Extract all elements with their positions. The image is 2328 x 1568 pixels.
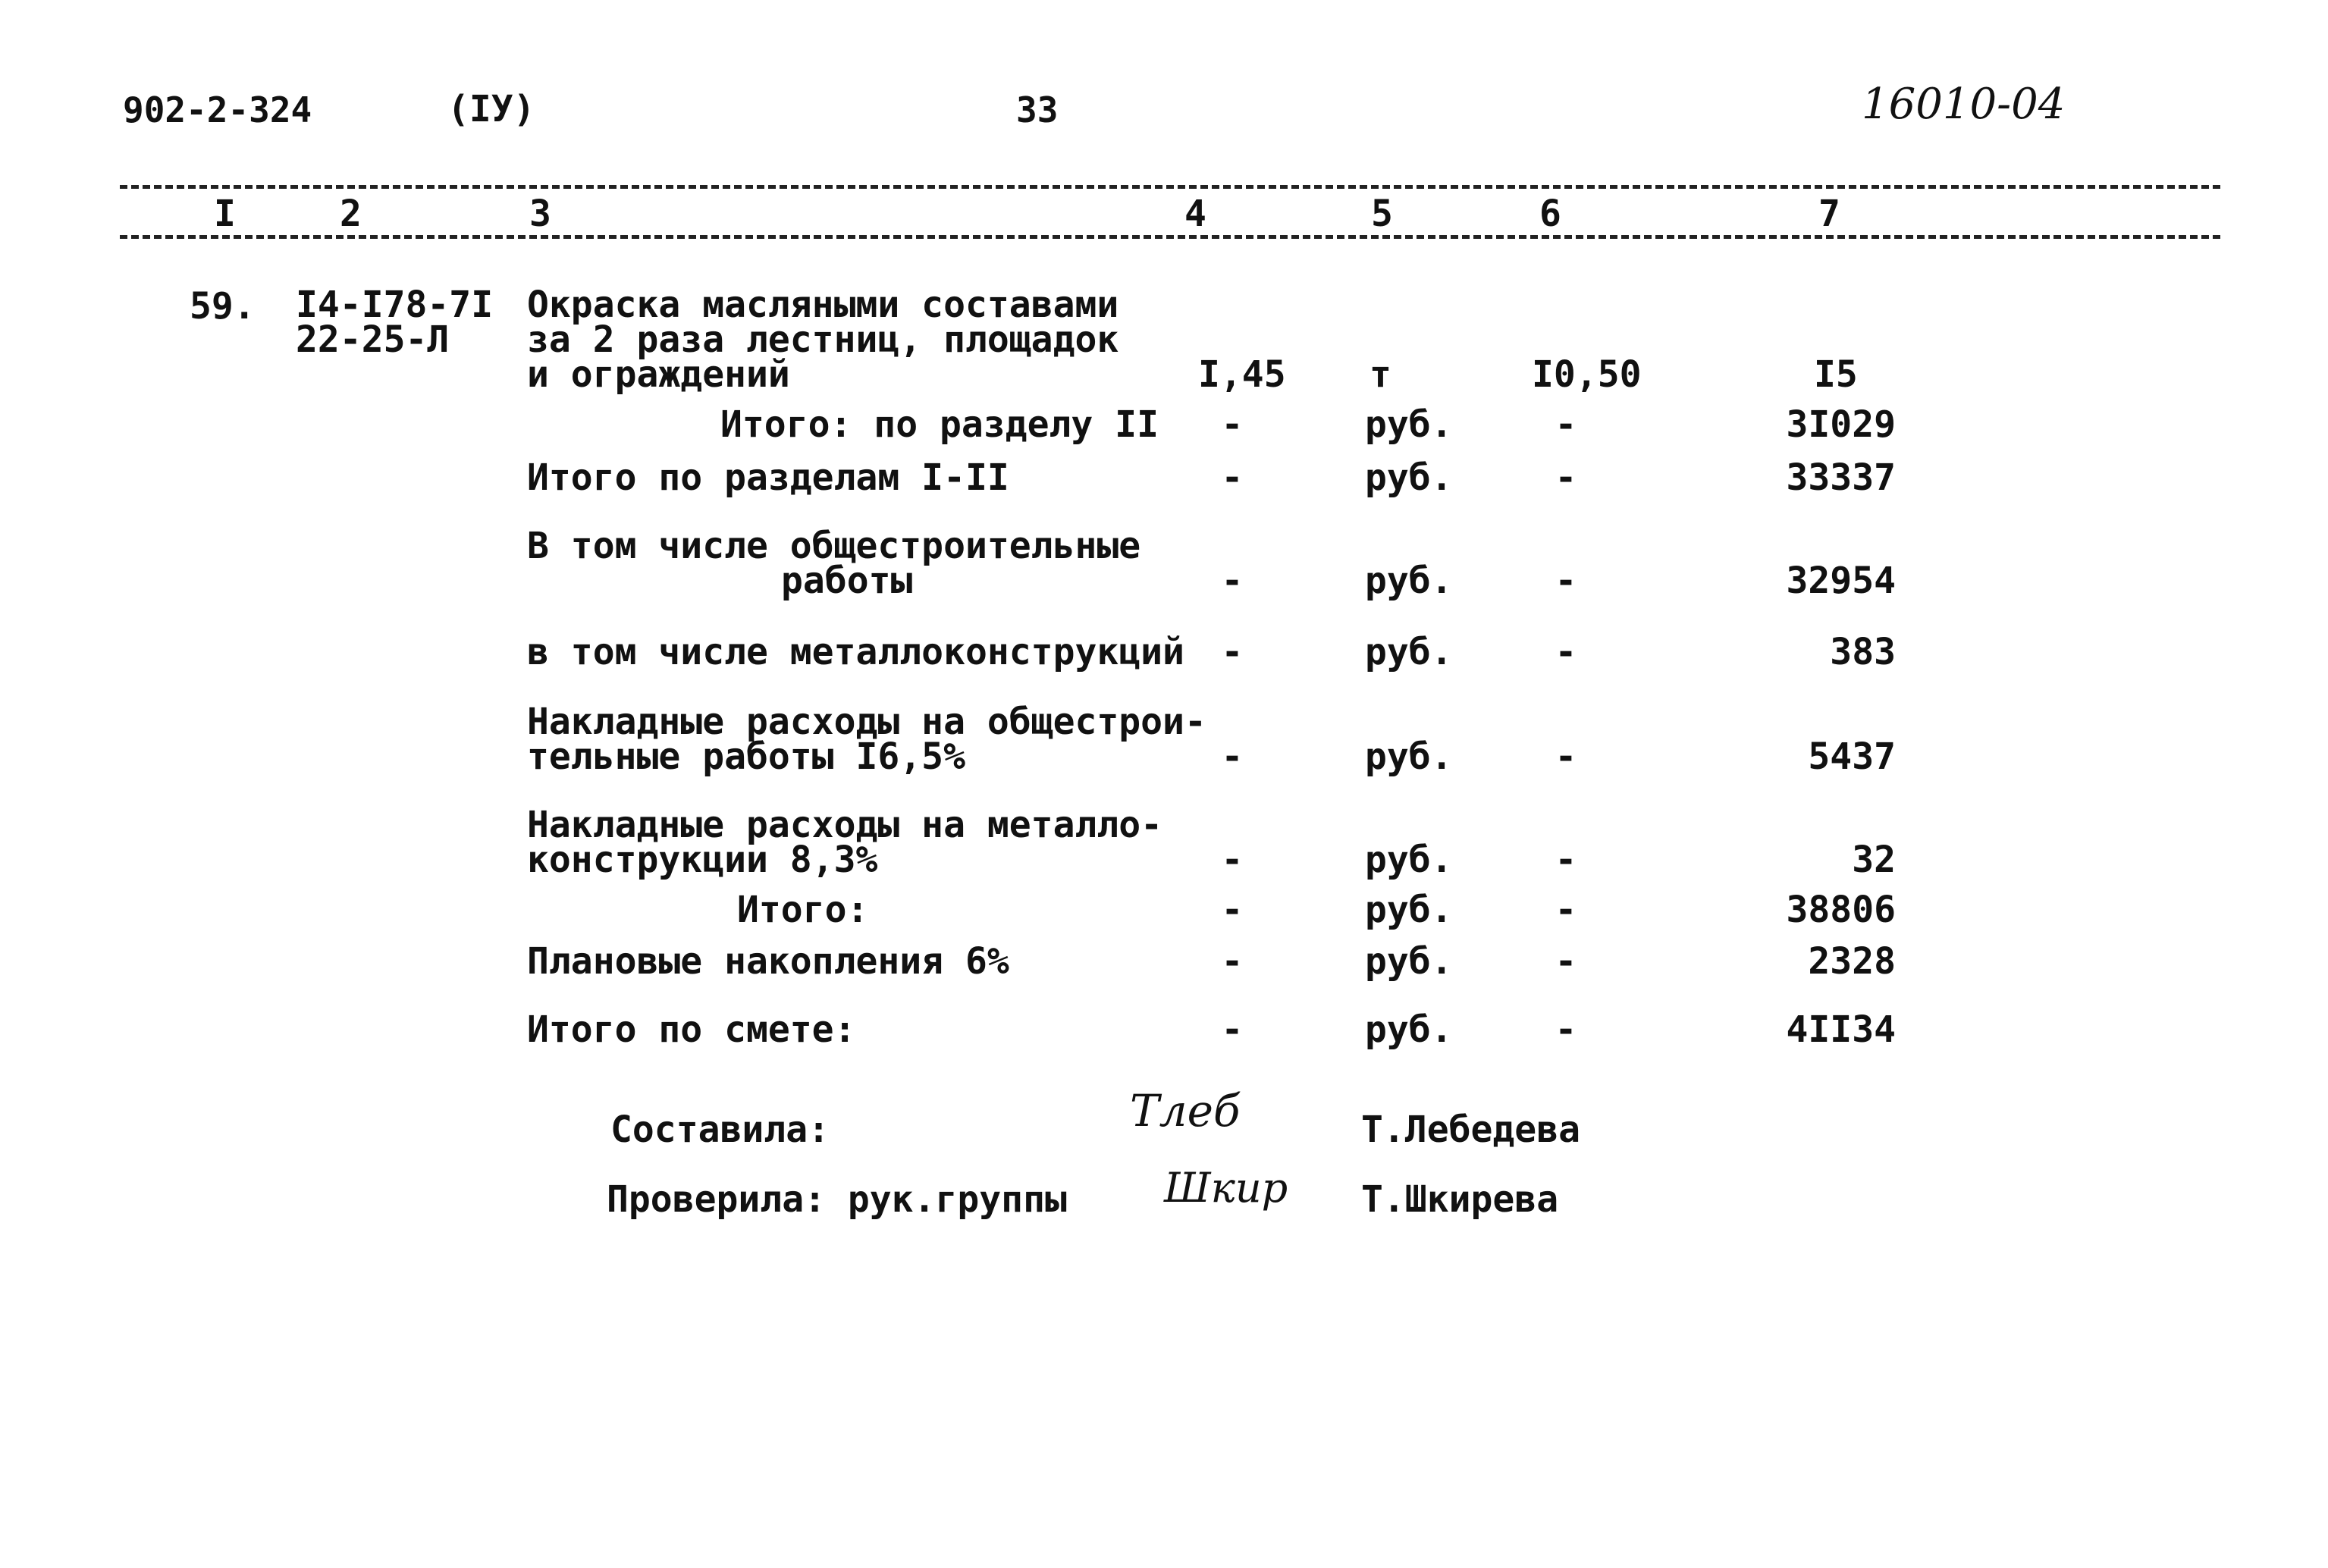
estimate-total-price: - bbox=[1555, 1008, 1577, 1051]
planned-savings-qty: - bbox=[1221, 940, 1244, 983]
overhead-general-qty: - bbox=[1221, 735, 1244, 778]
col-header-3: 3 bbox=[529, 193, 551, 235]
planned-savings-label: Плановые накопления 6% bbox=[527, 940, 1009, 983]
col-header-1: I bbox=[214, 193, 236, 235]
general-works-label-line-2: работы bbox=[781, 560, 913, 602]
overhead-metal-qty: - bbox=[1221, 839, 1244, 881]
overhead-general-unit: руб. bbox=[1365, 735, 1453, 778]
overhead-general-label-line-1: Накладные расходы на общестрои- bbox=[527, 701, 1206, 743]
general-works-qty: - bbox=[1221, 560, 1244, 602]
item-number: 59. bbox=[190, 285, 256, 328]
metal-structures-total: 383 bbox=[1830, 631, 1896, 673]
planned-savings-unit: руб. bbox=[1365, 940, 1453, 983]
planned-savings-total: 2328 bbox=[1808, 940, 1896, 983]
col-header-4: 4 bbox=[1184, 193, 1206, 235]
subtotal-sections-qty: - bbox=[1221, 456, 1244, 499]
general-works-price: - bbox=[1555, 560, 1577, 602]
planned-savings-price: - bbox=[1555, 940, 1577, 983]
item-desc-line-3: и ограждений bbox=[527, 353, 790, 396]
subtotal-section-total: 3I029 bbox=[1786, 403, 1896, 446]
overhead-metal-price: - bbox=[1555, 839, 1577, 881]
total-total: 38806 bbox=[1786, 889, 1896, 931]
header-rule-top bbox=[120, 185, 2220, 189]
checked-by-name: Т.Шкирева bbox=[1361, 1178, 1559, 1221]
general-works-unit: руб. bbox=[1365, 560, 1453, 602]
composed-by-label: Составила: bbox=[610, 1109, 830, 1151]
total-label: Итого: bbox=[737, 889, 869, 931]
checked-signature: Шкир bbox=[1164, 1164, 1288, 1212]
item-desc-line-2: за 2 раза лестниц, площадок bbox=[527, 318, 1119, 361]
checked-by-label: Проверила: рук.группы bbox=[607, 1178, 1067, 1221]
subtotal-sections-label: Итого по разделам I-II bbox=[527, 456, 1009, 499]
overhead-metal-total: 32 bbox=[1852, 839, 1896, 881]
overhead-general-total: 5437 bbox=[1808, 735, 1896, 778]
archive-number: 16010-04 bbox=[1862, 80, 2066, 129]
subtotal-section-unit: руб. bbox=[1365, 403, 1453, 446]
overhead-metal-label-line-1: Накладные расходы на металло- bbox=[527, 804, 1163, 846]
estimate-total-qty: - bbox=[1221, 1008, 1244, 1051]
page-number: 33 bbox=[1016, 89, 1059, 130]
general-works-label-line-1: В том числе общестроительные bbox=[527, 525, 1141, 567]
subtotal-section-qty: - bbox=[1221, 403, 1244, 446]
subtotal-sections-unit: руб. bbox=[1365, 456, 1453, 499]
item-quantity: I,45 bbox=[1198, 353, 1286, 396]
general-works-total: 32954 bbox=[1786, 560, 1896, 602]
col-header-7: 7 bbox=[1818, 193, 1840, 235]
subtotal-sections-price: - bbox=[1555, 456, 1577, 499]
total-price: - bbox=[1555, 889, 1577, 931]
overhead-general-label-line-2: тельные работы I6,5% bbox=[527, 735, 965, 778]
estimate-total-label: Итого по смете: bbox=[527, 1008, 856, 1051]
col-header-5: 5 bbox=[1371, 193, 1393, 235]
subtotal-section-price: - bbox=[1555, 403, 1577, 446]
subtotal-sections-total: 33337 bbox=[1786, 456, 1896, 499]
composed-by-name: Т.Лебедева bbox=[1361, 1109, 1580, 1151]
item-unit: т bbox=[1370, 353, 1391, 396]
item-price: I0,50 bbox=[1532, 353, 1642, 396]
volume-label: (IУ) bbox=[447, 88, 535, 130]
item-code-2: 22-25-Л bbox=[296, 318, 450, 361]
metal-structures-price: - bbox=[1555, 631, 1577, 673]
item-desc-line-1: Окраска масляными составами bbox=[527, 284, 1119, 326]
header-rule-bottom bbox=[120, 235, 2220, 239]
col-header-6: 6 bbox=[1539, 193, 1561, 235]
doc-number: 902-2-324 bbox=[123, 89, 312, 130]
overhead-metal-label-line-2: конструкции 8,3% bbox=[527, 839, 878, 881]
item-code-1: I4-I78-7I bbox=[296, 284, 494, 326]
estimate-total-total: 4II34 bbox=[1786, 1008, 1896, 1051]
total-qty: - bbox=[1221, 889, 1244, 931]
item-total: I5 bbox=[1814, 353, 1858, 396]
estimate-total-unit: руб. bbox=[1365, 1008, 1453, 1051]
metal-structures-unit: руб. bbox=[1365, 631, 1453, 673]
overhead-general-price: - bbox=[1555, 735, 1577, 778]
metal-structures-qty: - bbox=[1221, 631, 1244, 673]
metal-structures-label: в том числе металлоконструкций bbox=[527, 631, 1184, 673]
composed-signature: Тлеб bbox=[1130, 1085, 1241, 1137]
col-header-2: 2 bbox=[340, 193, 362, 235]
overhead-metal-unit: руб. bbox=[1365, 839, 1453, 881]
total-unit: руб. bbox=[1365, 889, 1453, 931]
subtotal-section-label: Итого: по разделу II bbox=[720, 403, 1159, 446]
